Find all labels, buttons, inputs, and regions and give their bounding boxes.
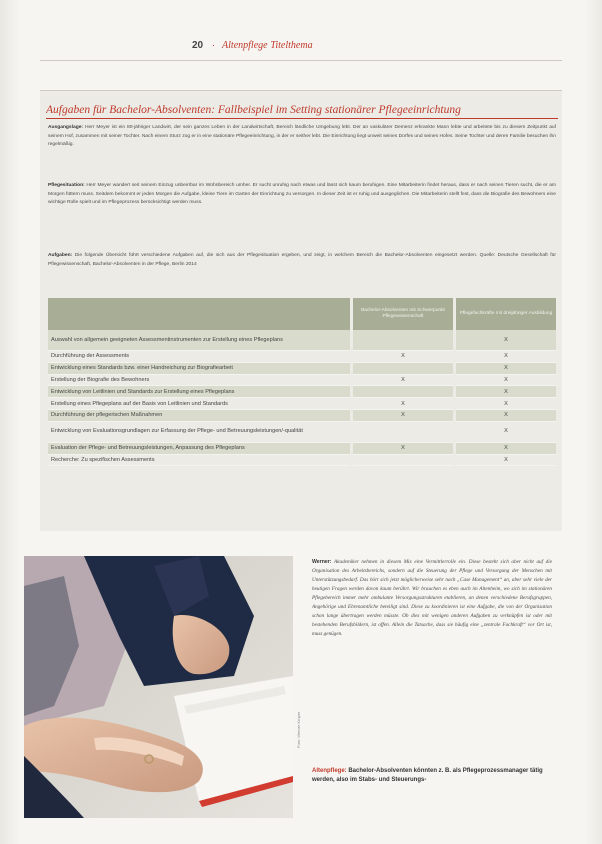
interview-question	[312, 767, 552, 786]
table-cell-task: Entwicklung eines Standards bzw. einer Handreichung zur Biografiearbeit	[48, 362, 351, 374]
table-cell-fachkraft: X	[455, 374, 556, 386]
table-cell-task: Durchführung der pflegerischen Maßnahmen	[48, 409, 351, 421]
table-cell-task: Entwicklung von Leitlinien und Standards zur Erstellung eines Pflegeplans	[48, 386, 351, 398]
table-header-row	[48, 298, 556, 330]
table-cell-task: Recherche: Zu spezifischen Assessments	[48, 454, 351, 466]
paragraph-label: Ausgangslage:	[48, 125, 84, 130]
table-cell-task: Evaluation der Pflege- und Betreuungsleistungen, Anpassung des Pflegeplans	[48, 442, 351, 454]
table-row	[48, 362, 556, 374]
table-cell-fachkraft: X	[455, 398, 556, 410]
table-header-blank	[48, 298, 351, 330]
paragraph-label: Aufgaben:	[48, 253, 73, 258]
paragraph-aufgaben	[48, 252, 556, 269]
table-cell-bachelor: X	[351, 374, 454, 386]
table-row	[48, 351, 556, 363]
table-row	[48, 330, 556, 351]
table-cell-fachkraft: X	[455, 409, 556, 421]
table-cell-bachelor	[351, 386, 454, 398]
table-row	[48, 421, 556, 442]
box-title: Aufgaben für Bachelor-Absolventen: Fallbeispiel im Setting stationärer Pflegeeinrichtung	[46, 104, 558, 119]
table-cell-bachelor	[351, 362, 454, 374]
table-cell-task: Erstellung der Biografie des Bewohners	[48, 374, 351, 386]
table-cell-fachkraft: X	[455, 421, 556, 442]
table-cell-bachelor: X	[351, 398, 454, 410]
table-cell-fachkraft: X	[455, 362, 556, 374]
table-row	[48, 442, 556, 454]
paragraph-ausgangslage	[48, 124, 556, 150]
section-name: Titelthema	[270, 40, 313, 51]
magazine-name: Altenpflege	[222, 40, 268, 51]
table-row	[48, 374, 556, 386]
table-cell-task: Entwicklung von Evaluationsgrundlagen zur Erfassung der Pflege- und Betreuungsleistungen/-qualität	[48, 421, 351, 442]
paragraph-pflegesituation	[48, 182, 556, 208]
table-cell-task: Auswahl von allgemein geeigneten Assessmentinstrumenten zur Erstellung eines Pflegeplans	[48, 330, 351, 351]
question-text: Bachelor-Absolventen könnten z. B. als Pflegeprozessmanager tätig werden, also im Stabs- und Steuerungs-	[312, 768, 543, 784]
table-cell-fachkraft: X	[455, 330, 556, 351]
paragraph-text: Herr Meyer ist ein 80-jähriger Landwirt, der sein ganzes Leben in der Landwirtschaft, Bereich ländliche Umgebung lebt. Der an vaskulärer Demenz erkrankte Mann lebte und arbeitete bis zu diesem Zeitpunkt auf seinem Hof, zusammen mit seiner Tochter. Nach einem Sturz zog er in eine stationäre Pflegeeinrichtung, in der er seither lebt. Die Einrichtung liegt unweit seines Dorfes und seines Hofes. Seine Tochter und deren Familie besuchen ihn regelmäßig.	[48, 125, 556, 148]
table-header-bachelor: Bachelor-Absolventen mit Schwerpunkt Pflegewissenschaft	[351, 298, 454, 330]
table-cell-fachkraft: X	[455, 386, 556, 398]
speaker-label: Werner:	[312, 559, 332, 565]
table-cell-bachelor	[351, 421, 454, 442]
table-cell-bachelor: X	[351, 442, 454, 454]
table-row	[48, 454, 556, 466]
table-row	[48, 409, 556, 421]
table-cell-fachkraft: X	[455, 442, 556, 454]
header-separator: ·	[211, 40, 216, 51]
table-row	[48, 398, 556, 410]
table-cell-task: Erstellung eines Pflegeplans auf der Basis von Leitlinien und Standards	[48, 398, 351, 410]
table-cell-fachkraft: X	[455, 454, 556, 466]
table-cell-bachelor: X	[351, 351, 454, 363]
photo-hands-on-paper	[24, 556, 293, 818]
photo-illustration	[24, 556, 293, 818]
table-row	[48, 386, 556, 398]
photo-credit: Foto: Werner Krüper	[296, 711, 301, 748]
paragraph-label: Pflegesituation:	[48, 183, 85, 188]
table-cell-bachelor	[351, 330, 454, 351]
table-cell-task: Durchführung der Assessments	[48, 351, 351, 363]
interview-answer	[312, 558, 552, 639]
table-cell-bachelor: X	[351, 409, 454, 421]
answer-text: Akademiker nehmen in diesem Mix eine Vermittlerrolle ein. Diese besteht sich aber nicht auf die Organisation des Arbeitsbereichs, sondern auf die Steuerung der Pflege und Versorgung der Menschen mit Unterstützungsbedarf. Das hört sich jetzt möglicherweise sehr nach „Case Management“ an, aber sehr viele der heutigen Fragen werden davon kaum berührt. Wir brauchen es eben auch im Altenheim, wo sich im stationären Pflegebereich immer mehr ambulante Versorgungsstrukturen etablieren, an denen verschiedene Berufsgruppen, Angehörige und Ehrenamtliche beteiligt sind. Diese zu koordinieren ist eine Aufgabe, die von der Organisation schon lange übertragen werden müsste. Ob dies mit wenigen anderen Aufgaben zu verknüpfen ist oder mit bestehenden Berufsbildern, ist offen. Allein die Tatsache, dass sie häufig eine „zentrale Fachkraft“ vor Ort ist, muss genügen.	[312, 559, 552, 637]
speaker-label: Altenpflege:	[312, 768, 347, 774]
table-header-fachkraft: Pflegefachkräfte mit dreijähriger Ausbildung	[455, 298, 556, 330]
header-divider	[40, 60, 562, 61]
paragraph-text: Die folgende Übersicht führt verschiedene Aufgaben auf, die sich aus der Pflegesituation ergeben, und zeigt, in welchem Bereich die Bachelor-Absolventen eingesetzt werden. Quelle: Deutsche Gesellschaft für Pflegewissenschaft, Bachelor-Absolventen in der Pflege, Berlin 2014	[48, 253, 556, 267]
page-header	[192, 40, 313, 51]
table-cell-bachelor	[351, 454, 454, 466]
table-cell-fachkraft: X	[455, 351, 556, 363]
page-number: 20	[192, 40, 204, 51]
task-table	[48, 298, 556, 466]
paragraph-text: Herr Meyer wandert seit seinem Einzug unbeirrbar im Wohnbereich umher. Er sucht unruhig nach etwas und lässt sich kaum beruhigen. Eine Mitarbeiterin findet heraus, dass er nach seinen Tieren sucht, die er am Morgen füttern muss. Seitdem bekommt er jeden Morgen die Aufgabe, kleine Tiere im Garten der Einrichtung zu versorgen. In dieser Zeit ist er ruhig und ausgeglichen. Die Mitarbeiterin stellt fest, dass die Biografie des Bewohners eine wichtige Rolle spielt und im Pflegeprozess berücksichtigt werden muss.	[48, 183, 556, 206]
